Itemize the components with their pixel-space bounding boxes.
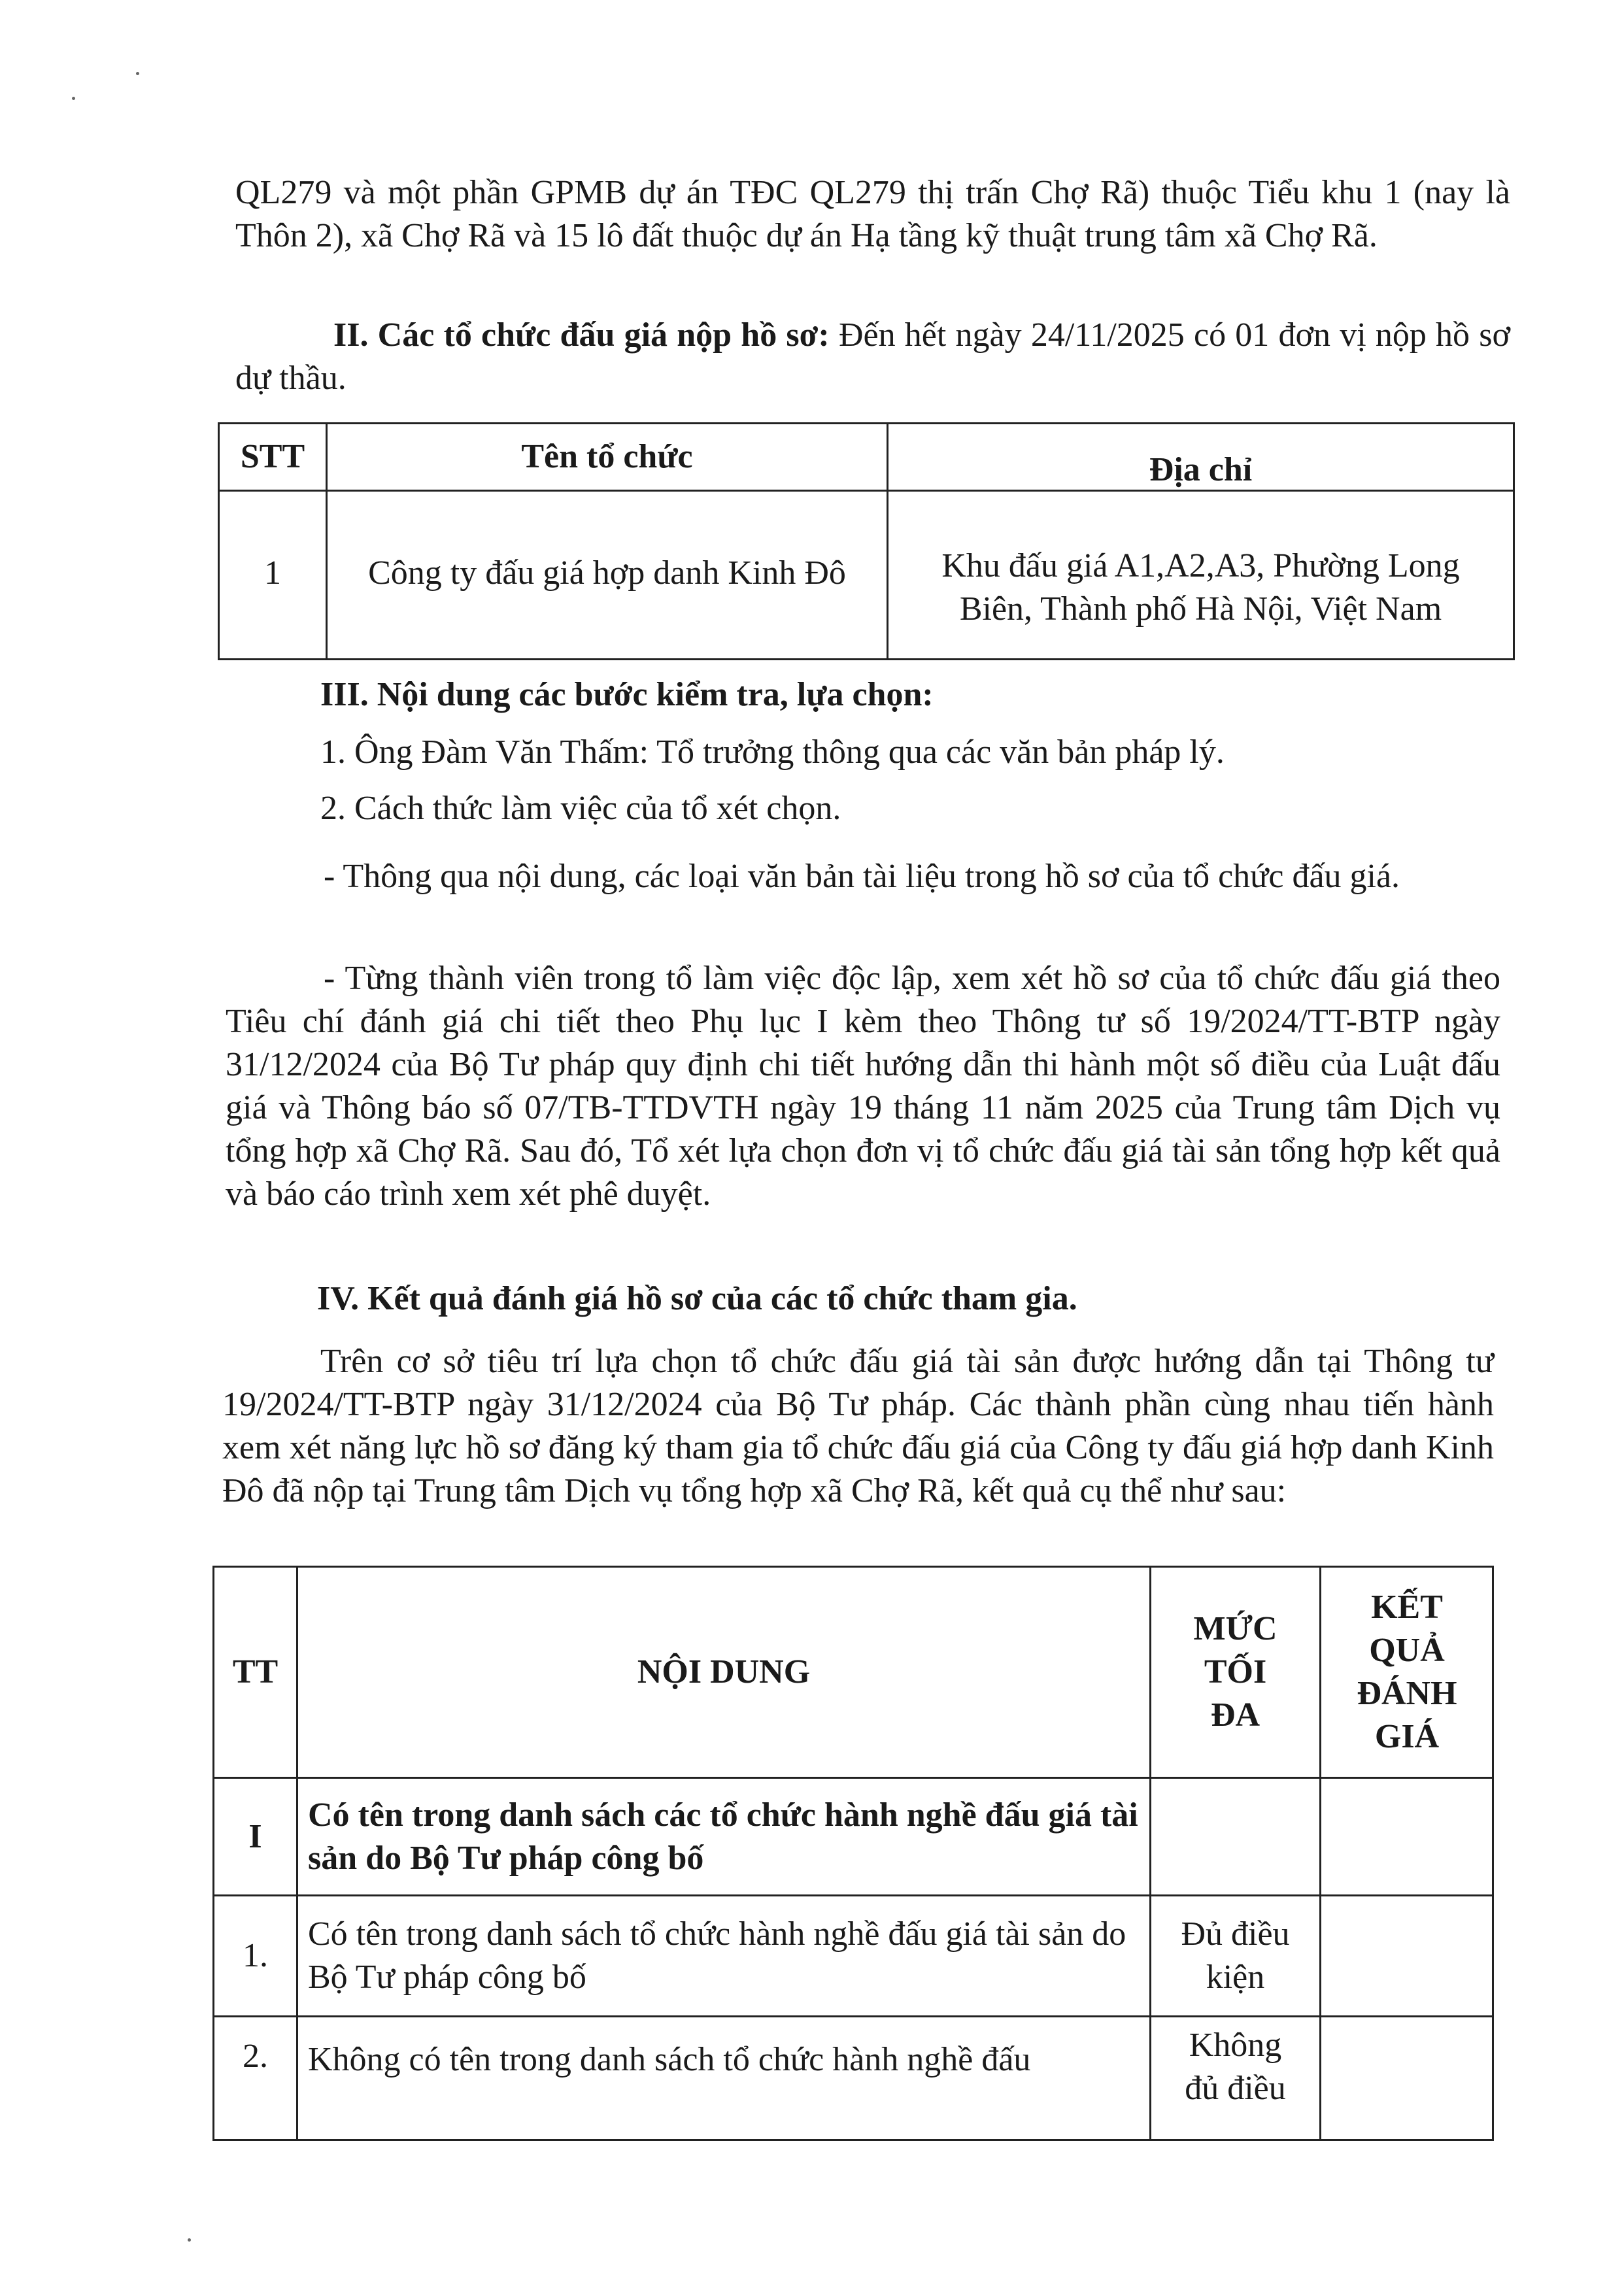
table2-row-result (1321, 1896, 1493, 2015)
intro-paragraph: QL279 và một phần GPMB dự án TĐC QL279 thị trấn Chợ Rã) thuộc Tiểu khu 1 (nay là Thôn 2), xã Chợ Rã và 15 lô đất thuộc dự án Hạ tầng kỹ thuật trung tâm xã Chợ Rã. (235, 174, 1510, 254)
evaluation-table (212, 1566, 1494, 2141)
section-3-item-1: 1. Ông Đàm Văn Thấm: Tổ trưởng thông qua các văn bản pháp lý. (320, 733, 1225, 771)
table2-row-result (1321, 1779, 1493, 1894)
table2-row-max: Đủ điều kiện (1181, 1915, 1290, 1996)
table2-row-content: Có tên trong danh sách tổ chức hành nghề đấu giá tài sản do Bộ Tư pháp công bố (308, 1915, 1126, 1996)
section-4-heading: IV. Kết quả đánh giá hồ sơ của các tổ chức tham gia. (317, 1280, 1077, 1317)
table2-header-max-line2: TỐI (1204, 1653, 1267, 1691)
section-2-text: Đến hết ngày 24/11/2025 có 01 đơn vị nộp hồ sơ dự thầu. (235, 316, 1511, 397)
section-2-paragraph (235, 314, 1510, 400)
section-3-bullet-1: - Thông qua nội dung, các loại văn bản tài liệu trong hồ sơ của tổ chức đấu giá. (324, 858, 1400, 895)
table2-row-max: Không đủ điều (1185, 2027, 1286, 2107)
table2-header-result-line1: KẾT (1371, 1589, 1443, 1626)
table2-header-result-line3: ĐÁNH (1357, 1675, 1457, 1712)
section-3-item-2: 2. Cách thức làm việc của tổ xét chọn. (320, 790, 841, 827)
table2-row-tt: 2. (243, 2038, 268, 2075)
table1-row-address: Khu đấu giá A1,A2,A3, Phường Long Biên, Thành phố Hà Nội, Việt Nam (941, 547, 1460, 628)
scan-speck (136, 72, 139, 75)
table1-header-address: Địa chỉ (1149, 451, 1253, 488)
table1-header-name: Tên tổ chức (521, 438, 693, 475)
table2-row-result (1321, 2017, 1493, 2135)
organizations-table (218, 422, 1515, 660)
section-4-paragraph: Trên cơ sở tiêu trí lựa chọn tổ chức đấu giá tài sản được hướng dẫn tại Thông tư 19/2024/TT-BTP ngày 31/12/2024 của Bộ Tư pháp. Các thành phần cùng nhau tiến hành xem xét năng lực hồ sơ đăng ký tham gia tổ chức đấu giá của Công ty đấu giá hợp danh Kinh Đô đã nộp tại Trung tâm Dịch vụ tổng hợp xã Chợ Rã, kết quả cụ thể như sau: (222, 1343, 1494, 1509)
table2-row-content: Không có tên trong danh sách tổ chức hành nghề đấu (308, 2041, 1031, 2078)
section-3-heading: III. Nội dung các bước kiểm tra, lựa chọn: (320, 676, 934, 713)
table2-header-result-line4: GIÁ (1374, 1718, 1440, 1755)
table2-header-result (1321, 1568, 1493, 1777)
table2-row-tt: I (248, 1817, 262, 1855)
section-3-bullet-2: - Từng thành viên trong tổ làm việc độc lập, xem xét hồ sơ của tổ chức đấu giá theo Tiêu chí đánh giá chi tiết theo Phụ lục I kèm theo Thông tư số 19/2024/TT-BTP ngày 31/12/2024 của Bộ Tư pháp quy định chi tiết hướng dẫn thi hành một số điều của Luật đấu giá và Thông báo số 07/TB-TTDVTH ngày 19 tháng 11 năm 2025 của Trung tâm Dịch vụ tổng hợp xã Chợ Rã. Sau đó, Tổ xét lựa chọn đơn vị tổ chức đấu giá tài sản tổng hợp kết quả và báo cáo trình xem xét phê duyệt. (226, 960, 1500, 1213)
table2-row-content: Có tên trong danh sách các tổ chức hành nghề đấu giá tài sản do Bộ Tư pháp công bố (308, 1796, 1138, 1877)
table2-header-content: NỘI DUNG (637, 1653, 811, 1691)
scan-speck (72, 97, 75, 100)
table2-header-max-line3: ĐA (1210, 1696, 1260, 1734)
table2-row-max (1151, 1779, 1319, 1894)
table2-header-max (1151, 1568, 1319, 1777)
table2-header-max-line1: MỨC (1193, 1610, 1277, 1647)
scan-speck (188, 2238, 191, 2242)
section-2-heading: II. Các tổ chức đấu giá nộp hồ sơ: (333, 316, 830, 354)
table2-row-tt: 1. (243, 1937, 268, 1974)
table2-header-result-line2: QUẢ (1369, 1632, 1445, 1669)
table1-row-name: Công ty đấu giá hợp danh Kinh Đô (368, 554, 846, 592)
table1-header-stt: STT (240, 438, 305, 475)
table2-header-tt: TT (232, 1653, 279, 1691)
table1-row-stt: 1 (264, 554, 281, 592)
